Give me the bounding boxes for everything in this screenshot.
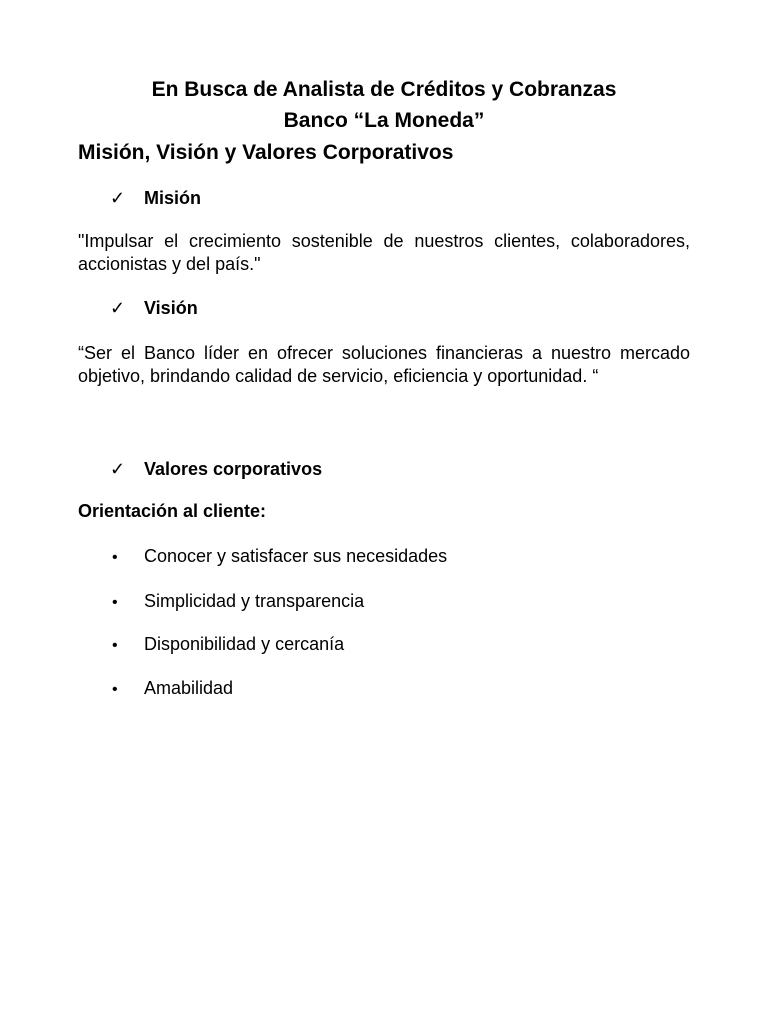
bullet-icon: • [112, 594, 118, 611]
list-item-label: Amabilidad [144, 678, 234, 698]
vision-text: “Ser el Banco líder en ofrecer soluciones financieras a nuestro mercado objetivo, brindando calidad de servicio, eficiencia y oportunidad. “ [78, 343, 690, 386]
valores-heading-label: Valores corporativos [144, 459, 323, 479]
list-item-label: Disponibilidad y cercanía [144, 634, 345, 654]
document-title: En Busca de Analista de Créditos y Cobranzas [151, 78, 617, 101]
bullet-icon: • [112, 637, 118, 654]
list-item [112, 677, 233, 701]
list-item [112, 545, 447, 569]
mision-text: "Impulsar el crecimiento sostenible de nuestros clientes, colaboradores, accionistas y del país." [78, 231, 690, 274]
vision-heading [110, 297, 198, 319]
bullet-icon: • [112, 549, 118, 566]
bank-name: Banco “La Moneda” [283, 109, 485, 132]
section-title: Misión, Visión y Valores Corporativos [78, 141, 454, 164]
valores-heading [110, 458, 322, 480]
list-item [112, 633, 344, 657]
mision-heading-label: Misión [144, 188, 201, 208]
list-item-label: Conocer y satisfacer sus necesidades [144, 546, 448, 566]
checkmark-icon: ✓ [110, 459, 126, 479]
mision-heading [110, 187, 201, 209]
vision-heading-label: Visión [144, 298, 198, 318]
list-item-label: Simplicidad y transparencia [144, 591, 365, 611]
bullet-icon: • [112, 681, 118, 698]
list-item [112, 590, 364, 614]
checkmark-icon: ✓ [110, 188, 126, 208]
checkmark-icon: ✓ [110, 298, 126, 318]
orientacion-heading: Orientación al cliente: [78, 501, 267, 521]
